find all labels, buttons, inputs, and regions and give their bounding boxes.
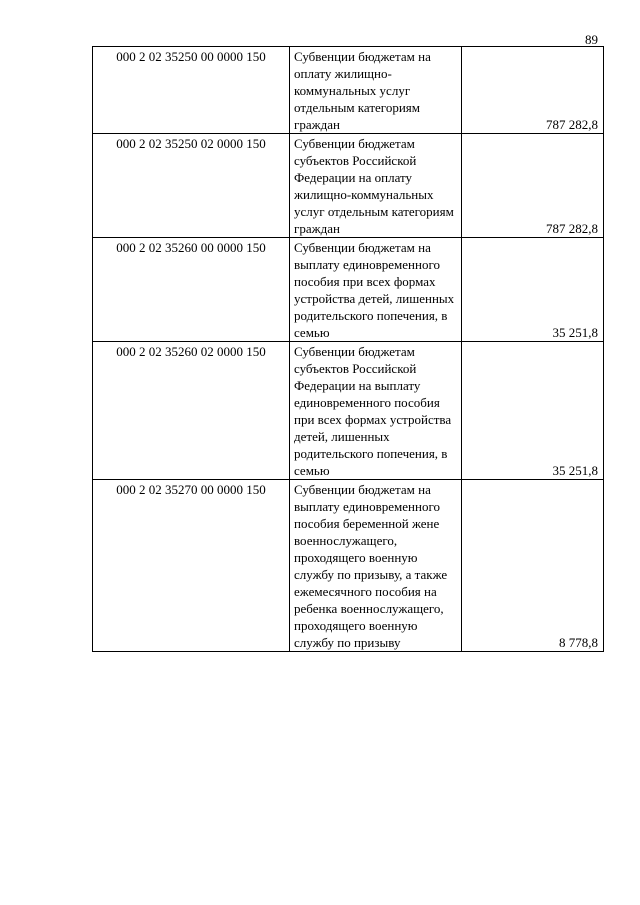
budget-code-cell: 000 2 02 35260 02 0000 150 xyxy=(93,342,290,480)
budget-code-cell: 000 2 02 35270 00 0000 150 xyxy=(93,480,290,652)
amount-cell: 787 282,8 xyxy=(462,134,604,238)
table-row xyxy=(93,480,604,652)
table-row xyxy=(93,238,604,342)
amount-cell: 8 778,8 xyxy=(462,480,604,652)
revenue-name-cell xyxy=(290,238,462,342)
revenue-name-cell xyxy=(290,480,462,652)
amount-cell: 35 251,8 xyxy=(462,238,604,342)
revenue-name-text: Субвенции бюджетам субъектов Российской Федерации на оплату жилищно-коммунальных услуг отдельным категориям граждан xyxy=(294,136,454,236)
table-row xyxy=(93,134,604,238)
budget-code-cell: 000 2 02 35250 00 0000 150 xyxy=(93,47,290,134)
amount-cell: 35 251,8 xyxy=(462,342,604,480)
revenue-name-cell xyxy=(290,342,462,480)
revenue-name-text: Субвенции бюджетам субъектов Российской Федерации на выплату единовременного пособия при всех формах устройства детей, лишенных родительского попечения, в семью xyxy=(294,344,452,478)
table-row xyxy=(93,47,604,134)
revenue-name-text: Субвенции бюджетам на выплату единовременного пособия беременной жене военнослужащего, проходящего военную службу по призыву, а также ежемесячного пособия на ребенка военнослужащего, проходящего военную службу по призыву xyxy=(294,482,448,650)
table-row xyxy=(93,342,604,480)
revenue-name-text: Субвенции бюджетам на оплату жилищно-коммунальных услуг отдельным категориям граждан xyxy=(294,49,431,132)
budget-revenue-table xyxy=(92,46,604,652)
revenue-name-cell xyxy=(290,47,462,134)
revenue-name-text: Субвенции бюджетам на выплату единовременного пособия при всех формах устройства детей, лишенных родительского попечения, в семью xyxy=(294,240,455,340)
revenue-name-cell xyxy=(290,134,462,238)
budget-code-cell: 000 2 02 35250 02 0000 150 xyxy=(93,134,290,238)
page-number: 89 xyxy=(585,32,598,47)
budget-code-cell: 000 2 02 35260 00 0000 150 xyxy=(93,238,290,342)
amount-cell: 787 282,8 xyxy=(462,47,604,134)
